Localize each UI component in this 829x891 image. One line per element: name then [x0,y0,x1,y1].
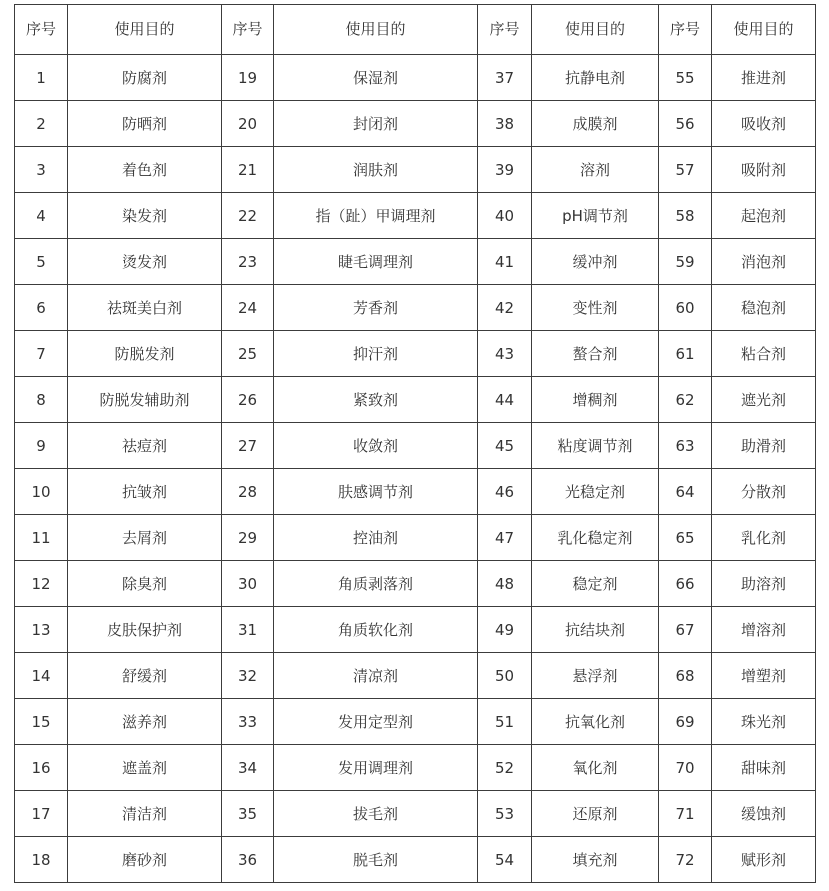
cell-index: 53 [478,791,532,837]
cell-index: 22 [222,193,274,239]
cell-index: 42 [478,285,532,331]
cell-index: 6 [15,285,68,331]
cell-index: 63 [659,423,712,469]
cell-index: 14 [15,653,68,699]
cell-index: 56 [659,101,712,147]
cell-index: 70 [659,745,712,791]
cell-index: 31 [222,607,274,653]
cell-purpose: 遮光剂 [712,377,816,423]
cell-purpose: 祛痘剂 [68,423,222,469]
cell-index: 2 [15,101,68,147]
cell-index: 28 [222,469,274,515]
table-row [15,193,816,239]
cell-index: 62 [659,377,712,423]
cosmetic-purpose-table [14,4,816,883]
cell-purpose: 发用定型剂 [274,699,478,745]
cell-purpose: 指（趾）甲调理剂 [274,193,478,239]
cell-purpose: 氧化剂 [532,745,659,791]
cell-purpose: 助滑剂 [712,423,816,469]
cell-purpose: 染发剂 [68,193,222,239]
cell-index: 36 [222,837,274,883]
cell-index: 41 [478,239,532,285]
cell-purpose: 稳泡剂 [712,285,816,331]
table-row [15,607,816,653]
header-index-2: 序号 [222,5,274,55]
cell-purpose: 抗静电剂 [532,55,659,101]
cell-purpose: 睫毛调理剂 [274,239,478,285]
cell-purpose: 保湿剂 [274,55,478,101]
cell-index: 40 [478,193,532,239]
cell-purpose: 着色剂 [68,147,222,193]
header-purpose-1: 使用目的 [68,5,222,55]
cell-purpose: 角质剥落剂 [274,561,478,607]
cell-purpose: 舒缓剂 [68,653,222,699]
cell-index: 59 [659,239,712,285]
cell-purpose: 防脱发剂 [68,331,222,377]
cell-purpose: 抗结块剂 [532,607,659,653]
cell-purpose: 螯合剂 [532,331,659,377]
cell-index: 67 [659,607,712,653]
cell-purpose: 增塑剂 [712,653,816,699]
cell-purpose: 吸附剂 [712,147,816,193]
cell-index: 64 [659,469,712,515]
cell-index: 49 [478,607,532,653]
table-row [15,147,816,193]
cell-purpose: 变性剂 [532,285,659,331]
cell-index: 37 [478,55,532,101]
table-row [15,745,816,791]
cell-purpose: 增溶剂 [712,607,816,653]
cell-purpose: 肤感调节剂 [274,469,478,515]
cell-index: 34 [222,745,274,791]
cell-index: 17 [15,791,68,837]
cell-index: 8 [15,377,68,423]
cell-index: 16 [15,745,68,791]
cell-purpose: 紧致剂 [274,377,478,423]
cell-purpose: 吸收剂 [712,101,816,147]
table-row [15,699,816,745]
cell-purpose: 滋养剂 [68,699,222,745]
cell-index: 33 [222,699,274,745]
cell-purpose: 粘合剂 [712,331,816,377]
cell-index: 69 [659,699,712,745]
cell-index: 24 [222,285,274,331]
table-row [15,837,816,883]
cell-index: 51 [478,699,532,745]
cell-purpose: 助溶剂 [712,561,816,607]
cell-purpose: 悬浮剂 [532,653,659,699]
cell-purpose: 磨砂剂 [68,837,222,883]
cell-purpose: 收敛剂 [274,423,478,469]
cell-index: 29 [222,515,274,561]
table-row [15,55,816,101]
cell-index: 46 [478,469,532,515]
cell-purpose: 抗氧化剂 [532,699,659,745]
cell-purpose: 溶剂 [532,147,659,193]
cell-purpose: 除臭剂 [68,561,222,607]
cell-index: 58 [659,193,712,239]
cell-index: 54 [478,837,532,883]
cell-purpose: 封闭剂 [274,101,478,147]
cell-index: 50 [478,653,532,699]
cell-index: 61 [659,331,712,377]
cell-index: 55 [659,55,712,101]
cell-purpose: 烫发剂 [68,239,222,285]
cell-index: 65 [659,515,712,561]
cell-purpose: 清凉剂 [274,653,478,699]
cell-index: 68 [659,653,712,699]
cell-index: 7 [15,331,68,377]
cell-purpose: 缓冲剂 [532,239,659,285]
cell-index: 26 [222,377,274,423]
cell-index: 43 [478,331,532,377]
table-row [15,423,816,469]
cell-purpose: 芳香剂 [274,285,478,331]
cell-purpose: 遮盖剂 [68,745,222,791]
header-purpose-4: 使用目的 [712,5,816,55]
cell-purpose: 防脱发辅助剂 [68,377,222,423]
cell-index: 9 [15,423,68,469]
cell-index: 66 [659,561,712,607]
cell-index: 72 [659,837,712,883]
cell-purpose: 去屑剂 [68,515,222,561]
cell-purpose: 推进剂 [712,55,816,101]
header-index-4: 序号 [659,5,712,55]
cell-index: 32 [222,653,274,699]
table-row [15,515,816,561]
cell-purpose: 消泡剂 [712,239,816,285]
header-index-3: 序号 [478,5,532,55]
table-header-row [15,5,816,55]
cell-index: 1 [15,55,68,101]
cell-purpose: 甜味剂 [712,745,816,791]
cell-purpose: 脱毛剂 [274,837,478,883]
table-row [15,377,816,423]
table-row [15,101,816,147]
cell-index: 45 [478,423,532,469]
cell-index: 27 [222,423,274,469]
cell-purpose: 乳化稳定剂 [532,515,659,561]
cell-purpose: 缓蚀剂 [712,791,816,837]
cell-purpose: 抗皱剂 [68,469,222,515]
cell-purpose: 皮肤保护剂 [68,607,222,653]
table-row [15,561,816,607]
cell-purpose: 发用调理剂 [274,745,478,791]
header-purpose-3: 使用目的 [532,5,659,55]
header-index-1: 序号 [15,5,68,55]
cell-index: 38 [478,101,532,147]
cell-purpose: 光稳定剂 [532,469,659,515]
cell-purpose: 乳化剂 [712,515,816,561]
cell-index: 10 [15,469,68,515]
cell-index: 25 [222,331,274,377]
cell-index: 21 [222,147,274,193]
cell-purpose: 防晒剂 [68,101,222,147]
cell-purpose: 珠光剂 [712,699,816,745]
cell-purpose: 拔毛剂 [274,791,478,837]
cell-purpose: 赋形剂 [712,837,816,883]
cell-purpose: 增稠剂 [532,377,659,423]
cell-purpose: 还原剂 [532,791,659,837]
cell-index: 12 [15,561,68,607]
cell-index: 13 [15,607,68,653]
cell-index: 71 [659,791,712,837]
cell-index: 39 [478,147,532,193]
cell-index: 5 [15,239,68,285]
cell-purpose: 抑汗剂 [274,331,478,377]
cell-index: 48 [478,561,532,607]
table-row [15,653,816,699]
cell-index: 15 [15,699,68,745]
cell-index: 20 [222,101,274,147]
table-body [15,55,816,883]
cell-index: 52 [478,745,532,791]
table-row [15,285,816,331]
cell-purpose: 防腐剂 [68,55,222,101]
cell-index: 57 [659,147,712,193]
cell-index: 47 [478,515,532,561]
table-row [15,469,816,515]
cell-purpose: 稳定剂 [532,561,659,607]
table-row [15,331,816,377]
cell-index: 30 [222,561,274,607]
table-row [15,239,816,285]
header-purpose-2: 使用目的 [274,5,478,55]
cell-index: 19 [222,55,274,101]
cell-index: 35 [222,791,274,837]
cell-index: 3 [15,147,68,193]
cell-index: 18 [15,837,68,883]
cell-purpose: 粘度调节剂 [532,423,659,469]
cell-purpose: 起泡剂 [712,193,816,239]
cell-purpose: pH调节剂 [532,193,659,239]
cell-purpose: 角质软化剂 [274,607,478,653]
cell-purpose: 填充剂 [532,837,659,883]
cell-index: 11 [15,515,68,561]
cell-purpose: 润肤剂 [274,147,478,193]
cell-index: 44 [478,377,532,423]
cell-purpose: 清洁剂 [68,791,222,837]
cell-index: 60 [659,285,712,331]
cell-index: 4 [15,193,68,239]
cell-purpose: 分散剂 [712,469,816,515]
cell-index: 23 [222,239,274,285]
cell-purpose: 控油剂 [274,515,478,561]
cell-purpose: 祛斑美白剂 [68,285,222,331]
cell-purpose: 成膜剂 [532,101,659,147]
table-row [15,791,816,837]
